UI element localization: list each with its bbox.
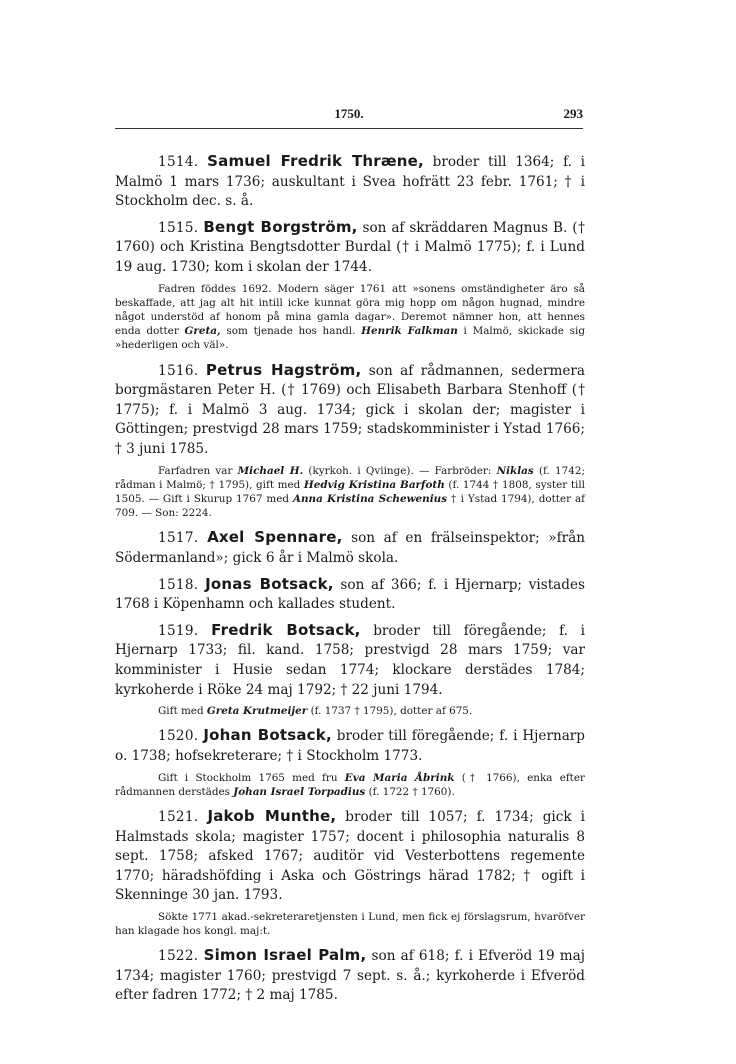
entry-number: 1517. [158,530,199,547]
note-text: (kyrkoh. i Qviinge). — Farbröder: [303,464,497,477]
page-number: 293 [563,106,583,121]
entry-name: Samuel Fredrik Thræne, [207,152,424,170]
entry-name: Jakob Munthe, [207,806,337,825]
entry-1522 [115,946,585,1006]
header-rule [115,128,583,129]
note-name: Greta Krutmeijer [206,705,308,718]
entry-1517 [115,528,585,568]
entry-1520 [115,726,585,766]
entries-column [115,152,585,1012]
entry-number: 1516. [158,362,199,379]
note-text: († 1766), enka efter rådmannen derstädes [115,771,585,798]
entry-number: 1519. [158,622,199,639]
note-text: † i Ystad 1794), dotter af 709. — Son: 2224. [115,492,586,520]
entry-name: Bengt Borgström, [203,217,358,236]
entry-text: broder till föregående; f. i Hjernarp 1733; fil. kand. 1758; prestvigd 28 mars 1759; var komminister i Husie sedan 1774; klockare derstädes 1784; kyrkoherde i Röke 24 maj 1792; † 22 juni 1794. [115,622,585,698]
note-text: i Malmö, skickade sig »hederligen och väl». [115,325,585,352]
entry-number: 1521. [158,808,199,825]
entry-number: 1520. [158,728,199,745]
entry-text: son af 366; f. i Hjernarp; vistades 1768 i Köpenhamn och kallades student. [115,576,585,613]
entry-name: Simon Israel Palm, [203,946,367,965]
note-text: (f. 1722 † 1760). [365,785,455,798]
entry-number: 1522. [158,948,199,965]
note-name: Michael H. [237,464,304,477]
entry-number: 1514. [158,154,199,170]
entry-1516 [115,361,585,460]
entry-text: broder till 1364; f. i Malmö 1 mars 1736; auskultant i Svea hofrätt 23 febr. 1761; † i Stockholm dec. s. å. [115,154,585,210]
note-name: Anna Kristina Schewenius [292,492,448,505]
entry-text: son af skräddaren Magnus B. († 1760) och Kristina Bengtsdotter Burdal († i Malmö 1775); f. i Lund 19 aug. 1730; kom i skolan der 1744. [115,219,585,275]
entry-number: 1518. [158,576,199,593]
note-text: Farfadren var [158,464,238,477]
entry-text: broder till 1057; f. 1734; gick i Halmstads skola; magister 1757; docent i philosophia naturalis 8 sept. 1758; afsked 1767; auditör vid Vesterbottens regemente 1770; häradshöfding i Aska och Göstrings härad 1782; † ogift i Skenninge 30 jan. 1793. [115,808,585,904]
note-name: Niklas [496,464,534,477]
entry-1515 [115,218,585,278]
entry-1519 [115,621,585,700]
entry-note-1516 [115,464,585,521]
entry-1518 [115,575,585,615]
note-name: Eva Maria Åbrink [344,771,455,784]
note-text: (f. 1742; rådman i Malmö; † 1795), gift med [115,464,585,491]
note-text: Gift i Stockholm 1765 med fru [158,771,345,784]
running-head-year: 1750. [334,106,364,121]
entry-name: Petrus Hagström, [205,360,362,379]
entry-note-1515 [115,282,585,353]
note-text: (f. 1744 † 1808, syster till 1505. — Gift i Skurup 1767 med [115,478,585,505]
entry-name: Axel Spennare, [207,528,343,547]
entry-text: son af 618; f. i Efveröd 19 maj 1734; magister 1760; prestvigd 7 sept. s. å.; kyrkoherde i Efveröd efter fadren 1772; † 2 maj 1785. [115,948,585,1004]
entry-number: 1515. [158,219,199,236]
entry-note-1519 [115,704,585,718]
note-text: som tjenade hos handl. [220,325,362,338]
note-name: Johan Israel Torpadius [233,785,366,798]
note-text: Fadren föddes 1692. Modern säger 1761 att »sonens omständigheter äro så beskaffade, att jag alt hit intill icke kunnat göra mig hopp om någon hugnad, mindre något understöd af honom på mina gamla dagar». Deremot nämner hon, att hennes enda dotter [115,282,585,338]
note-text: (f. 1737 † 1795), dotter af 675. [307,705,473,718]
entry-note-1521 [115,910,585,938]
entry-note-1520 [115,771,585,799]
note-name: Hedvig Kristina Barfoth [303,478,445,491]
note-name: Greta, [184,325,221,338]
entry-name: Fredrik Botsack, [211,620,361,639]
page-header [115,106,583,130]
entry-1521 [115,807,585,906]
entry-text: son af rådmannen, sedermera borgmästaren Peter H. († 1769) och Elisabeth Barbara Stenhoff († 1775); f. i Malmö 3 aug. 1734; gick i skolan der; magister i Göttingen; prestvigd 28 mars 1759; stadskomminister i Ystad 1766; † 3 juni 1785. [115,362,585,457]
entry-text: broder till föregående; f. i Hjernarp o. 1738; hofsekreterare; † i Stockholm 1773. [115,728,585,764]
entry-name: Jonas Botsack, [205,574,334,593]
entry-name: Johan Botsack, [203,726,332,745]
entry-1514 [115,152,585,212]
note-name: Henrik Falkman [361,325,458,338]
entry-text: son af en frälseinspektor; »från Södermanland»; gick 6 år i Malmö skola. [115,530,585,566]
note-text: Gift med [158,705,207,718]
note-text: Sökte 1771 akad.-sekreteraretjensten i Lund, men fick ej förslagsrum, hvaröfver han klagade hos kongl. maj:t. [115,910,585,938]
